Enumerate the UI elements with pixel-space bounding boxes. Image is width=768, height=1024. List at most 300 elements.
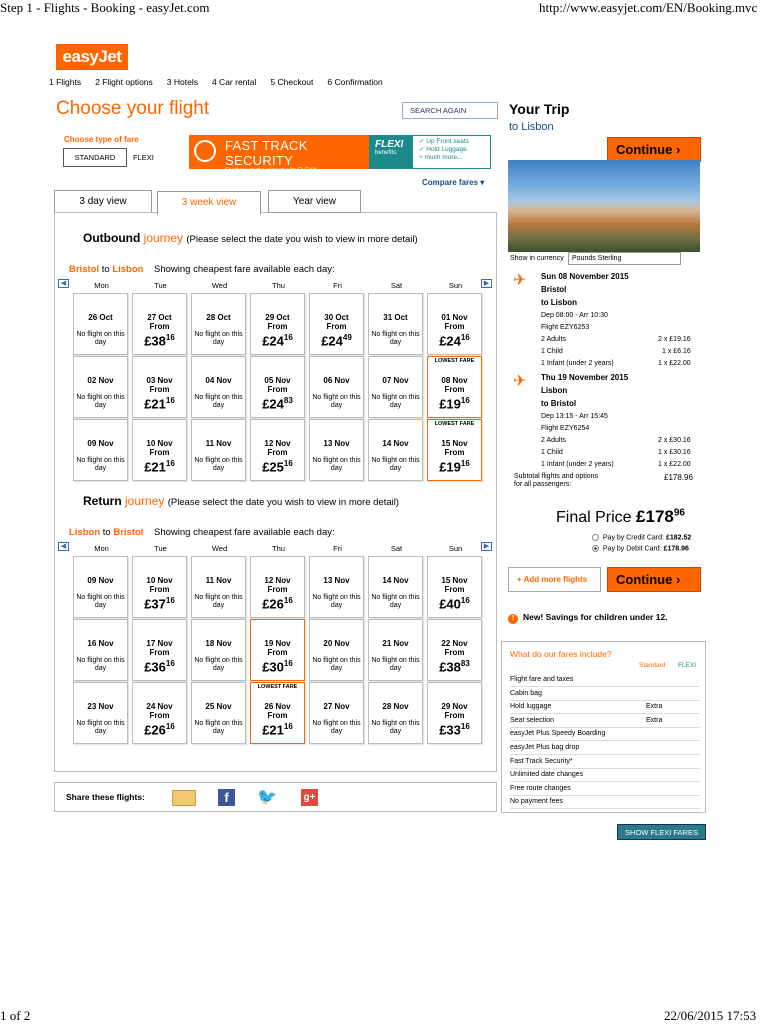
- fare-pence: 16: [283, 659, 293, 668]
- fare-pounds: £21: [144, 459, 166, 475]
- route-showing: Showing cheapest fare available each day:: [154, 264, 335, 275]
- outbound-heading: [83, 231, 418, 245]
- easyjet-logo[interactable]: easyJet: [56, 44, 128, 70]
- fare-cell[interactable]: [250, 619, 305, 681]
- pax-label: 1 Infant (under 2 years): [541, 360, 614, 367]
- fare-feature-name: Flight fare and taxes: [510, 676, 574, 683]
- route-showing: Showing cheapest fare available each day:: [154, 527, 335, 538]
- cell-date: 28 Nov: [382, 702, 409, 711]
- out-times: Dep 08:00 - Arr 10:30: [541, 312, 608, 319]
- day-header: Mon: [94, 281, 109, 290]
- cell-date: 26 Oct: [88, 313, 113, 322]
- fare-pounds: £26: [262, 596, 284, 612]
- fare-price: [251, 457, 304, 474]
- fare-price: [310, 331, 363, 348]
- day-headers: [72, 281, 485, 290]
- share-bar: [54, 782, 497, 812]
- day-header: Mon: [94, 544, 109, 553]
- show-flexi-fares-button[interactable]: SHOW FLEXI FARES: [617, 824, 706, 840]
- outbound-grid: [73, 293, 482, 481]
- fare-pence: 16: [283, 459, 293, 468]
- step-2[interactable]: 2 Flight options: [95, 77, 153, 87]
- ret-to: to Bristol: [541, 399, 577, 408]
- from-label: From: [326, 322, 347, 331]
- fare-price: [251, 394, 304, 411]
- cell-date: 03 Nov: [146, 376, 173, 385]
- no-flight-text: No flight on this day: [371, 594, 420, 609]
- tab-year-view[interactable]: Year view: [268, 190, 361, 213]
- no-flight-cell: [191, 293, 246, 355]
- step-5[interactable]: 5 Checkout: [270, 77, 314, 87]
- route-from: Lisbon: [69, 527, 101, 538]
- fare-pence: 83: [283, 396, 293, 405]
- no-flight-cell: [191, 356, 246, 418]
- day-header: Wed: [211, 544, 228, 553]
- fare-feature-name: Free route changes: [510, 784, 571, 792]
- cell-date: 29 Nov: [441, 702, 468, 711]
- fare-standard-button[interactable]: STANDARD: [63, 148, 127, 167]
- route-to: Lisbon: [112, 264, 144, 275]
- from-label: From: [149, 385, 170, 394]
- no-flight-cell: [309, 682, 364, 744]
- fare-price: [428, 720, 481, 737]
- pax-label: 1 Child: [541, 449, 563, 456]
- radio-selected-icon[interactable]: [592, 545, 599, 552]
- banner-benefits: benefits:: [375, 150, 398, 156]
- no-flight-cell: [309, 356, 364, 418]
- from-label: From: [267, 448, 288, 457]
- from-label: From: [444, 448, 465, 457]
- fare-pence: 16: [460, 459, 470, 468]
- from-label: From: [149, 711, 170, 720]
- step-4[interactable]: 4 Car rental: [211, 77, 257, 87]
- final-price-cents: 96: [673, 507, 685, 519]
- from-label: From: [149, 585, 170, 594]
- chevron-down-icon: ▾: [480, 178, 485, 187]
- fare-feature-name: Seat selection: [510, 716, 554, 724]
- cell-date: 09 Nov: [87, 576, 114, 585]
- no-flight-text: No flight on this day: [76, 457, 125, 472]
- fare-price: [133, 657, 186, 674]
- fare-cell[interactable]: [132, 619, 187, 681]
- fare-feature-row: [510, 700, 700, 714]
- from-label: From: [267, 322, 288, 331]
- fare-cell[interactable]: [250, 556, 305, 618]
- fare-pounds: £21: [144, 396, 166, 412]
- search-again-button[interactable]: SEARCH AGAIN: [402, 102, 498, 119]
- fare-pence: 16: [165, 722, 175, 731]
- no-flight-cell: [73, 356, 128, 418]
- fare-price: [428, 394, 481, 411]
- fare-pounds: £33: [439, 722, 461, 738]
- fare-feature-standard: Extra: [646, 703, 663, 711]
- cell-date: 17 Nov: [146, 639, 173, 648]
- outbound-note: (Please select the date you wish to view in more detail): [186, 234, 418, 245]
- plane-landing-icon: ✈: [513, 373, 527, 390]
- ret-from: Lisbon: [541, 386, 568, 395]
- fare-price: [251, 720, 304, 737]
- cell-date: 12 Nov: [264, 576, 291, 585]
- pay-credit-value: £182.52: [665, 534, 692, 542]
- no-flight-cell: [368, 419, 423, 481]
- from-label: From: [444, 585, 465, 594]
- tab-3-week-view[interactable]: 3 week view: [157, 191, 261, 215]
- day-header: Fri: [333, 281, 342, 290]
- fare-price: [251, 657, 304, 674]
- news-text: New! Savings for children under 12.: [523, 612, 668, 622]
- outbound-route: [69, 264, 335, 275]
- no-flight-text: No flight on this day: [312, 394, 361, 409]
- return-note: (Please select the date you wish to view in more detail): [167, 497, 399, 508]
- day-header: Thu: [272, 544, 285, 553]
- tab-3-day-view[interactable]: 3 day view: [54, 190, 152, 213]
- print-datetime: 22/06/2015 17:53: [664, 1008, 757, 1023]
- fare-cell[interactable]: [132, 682, 187, 744]
- outbound-summary: [541, 271, 701, 370]
- fare-pence: 16: [283, 596, 293, 605]
- fare-pounds: £19: [439, 459, 461, 475]
- day-headers: [72, 544, 485, 553]
- fare-cell[interactable]: [427, 682, 482, 744]
- pay-credit-option[interactable]: [592, 534, 691, 541]
- cell-date: 18 Nov: [205, 639, 232, 648]
- subtotal-value: £178.96: [664, 473, 693, 482]
- banner-flexi: FLEXI: [375, 139, 404, 150]
- no-flight-text: No flight on this day: [76, 720, 125, 735]
- cell-date: 22 Nov: [441, 639, 468, 648]
- no-flight-text: No flight on this day: [194, 657, 243, 672]
- fare-pence: 16: [460, 396, 470, 405]
- no-flight-text: No flight on this day: [371, 394, 420, 409]
- cell-date: 19 Nov: [264, 639, 291, 648]
- cell-date: 06 Nov: [323, 376, 350, 385]
- cell-date: 16 Nov: [87, 639, 114, 648]
- day-header: Sat: [390, 281, 403, 290]
- cell-date: 04 Nov: [205, 376, 232, 385]
- fare-pence: 49: [342, 333, 352, 342]
- pax-label: 1 Infant (under 2 years): [541, 461, 614, 468]
- share-label: Share these flights:: [66, 792, 145, 802]
- no-flight-cell: [191, 619, 246, 681]
- fare-price: [133, 394, 186, 411]
- fare-feature-name: Fast Track Security*: [510, 757, 573, 765]
- fare-price: [133, 594, 186, 611]
- twitter-icon[interactable]: 🐦: [257, 789, 277, 806]
- fare-pence: 16: [165, 459, 175, 468]
- fare-cell[interactable]: [132, 293, 187, 355]
- fare-feature-row: [510, 768, 700, 782]
- journey-word: journey: [125, 494, 165, 508]
- no-flight-cell: [309, 619, 364, 681]
- fast-track-banner[interactable]: [189, 135, 491, 174]
- cell-date: 15 Nov: [441, 576, 468, 585]
- no-flight-text: No flight on this day: [312, 594, 361, 609]
- pax-price: 2 x £19.16: [658, 336, 691, 343]
- fare-pounds: £21: [262, 722, 284, 738]
- fares-include-title: What do our fares include?: [510, 649, 612, 659]
- fare-feature-row: [510, 687, 700, 701]
- fare-cell[interactable]: [309, 293, 364, 355]
- pay-debit-value: £178.96: [663, 545, 689, 553]
- return-route: [69, 527, 335, 538]
- booking-steps: [49, 77, 397, 87]
- fare-type-label: Choose type of fare: [64, 135, 139, 144]
- final-price-label: Final Price: [556, 509, 632, 526]
- fare-pence: 16: [460, 722, 470, 731]
- fare-feature-name: Cabin bag: [510, 689, 542, 697]
- fare-pounds: £38: [144, 333, 166, 349]
- from-label: From: [444, 711, 465, 720]
- no-flight-text: No flight on this day: [194, 594, 243, 609]
- return-heading: [83, 494, 399, 508]
- fare-feature-row: [510, 673, 700, 687]
- day-header: Thu: [272, 281, 285, 290]
- no-flight-cell: [368, 293, 423, 355]
- no-flight-cell: [309, 419, 364, 481]
- fare-cell[interactable]: [132, 356, 187, 418]
- day-header: Sun: [448, 281, 463, 290]
- step-6[interactable]: 6 Confirmation: [327, 77, 383, 87]
- route-from: Bristol: [69, 264, 100, 275]
- fare-cell[interactable]: [250, 356, 305, 418]
- pax-price: 1 x £22.00: [658, 461, 691, 468]
- cell-date: 26 Nov: [264, 702, 291, 711]
- from-label: From: [267, 648, 288, 657]
- cell-date: 07 Nov: [382, 376, 409, 385]
- cell-date: 05 Nov: [264, 376, 291, 385]
- pay-debit-option[interactable]: [592, 545, 689, 552]
- day-header: Tue: [154, 281, 167, 290]
- fare-price: [251, 594, 304, 611]
- fare-pence: 16: [460, 333, 470, 342]
- fare-pounds: £19: [439, 396, 461, 412]
- fare-pence: 16: [165, 396, 175, 405]
- fare-feature-name: No payment fees: [510, 798, 563, 806]
- continue-button-2[interactable]: [607, 567, 701, 592]
- fare-cell[interactable]: [427, 556, 482, 618]
- fare-cell[interactable]: [427, 619, 482, 681]
- pay-debit-label: Pay by Debit Card:: [602, 545, 662, 553]
- lowest-fare-badge: LOWEST FARE: [434, 421, 475, 427]
- fare-pounds: £37: [144, 596, 166, 612]
- fare-feature-row: [510, 755, 700, 769]
- day-header: Tue: [154, 544, 167, 553]
- cell-date: 12 Nov: [264, 439, 291, 448]
- continue-label: Continue: [616, 572, 673, 587]
- fare-feature-name: Hold luggage: [510, 703, 552, 711]
- cell-date: 27 Nov: [323, 702, 350, 711]
- route-to-word: to: [102, 527, 111, 538]
- fare-flexi-button[interactable]: FLEXI: [133, 153, 154, 162]
- google-plus-icon[interactable]: g+: [301, 789, 318, 806]
- cell-date: 29 Oct: [265, 313, 290, 322]
- from-label: From: [267, 711, 288, 720]
- step-1[interactable]: 1 Flights: [49, 77, 82, 87]
- no-flight-cell: [191, 419, 246, 481]
- browser-url: http://www.easyjet.com/EN/Booking.mvc: [539, 0, 758, 15]
- fare-cell[interactable]: [427, 293, 482, 355]
- no-flight-cell: [73, 419, 128, 481]
- from-label: From: [149, 322, 170, 331]
- cell-date: 25 Nov: [205, 702, 232, 711]
- cell-date: 10 Nov: [146, 576, 173, 585]
- pax-price: 2 x £30.16: [658, 437, 691, 444]
- prev-week-icon[interactable]: ◀: [58, 279, 69, 288]
- day-header: Sat: [390, 544, 403, 553]
- fare-pence: 16: [283, 333, 293, 342]
- subtotal-label: [514, 473, 598, 489]
- fare-cell[interactable]: [250, 293, 305, 355]
- cell-date: 21 Nov: [382, 639, 409, 648]
- fare-feature-row: [510, 714, 700, 728]
- fare-pounds: £38: [439, 659, 461, 675]
- email-icon[interactable]: [172, 790, 196, 806]
- cell-date: 13 Nov: [323, 576, 350, 585]
- no-flight-cell: [73, 293, 128, 355]
- chevron-right-icon: ›: [675, 572, 681, 587]
- fare-cell[interactable]: [132, 419, 187, 481]
- no-flight-text: No flight on this day: [76, 594, 125, 609]
- continue-label: Continue: [616, 142, 673, 157]
- fare-cell[interactable]: [427, 419, 482, 481]
- return-grid: [73, 556, 482, 744]
- no-flight-text: No flight on this day: [312, 657, 361, 672]
- no-flight-text: No flight on this day: [194, 331, 243, 346]
- add-more-flights-button[interactable]: + Add more flights: [508, 567, 601, 592]
- page-title: Choose your flight: [56, 98, 210, 119]
- pax-label: 2 Adults: [541, 437, 566, 444]
- cell-date: 28 Oct: [206, 313, 231, 322]
- currency-select[interactable]: Pounds Sterling: [568, 252, 681, 265]
- from-label: From: [444, 322, 465, 331]
- compare-fares-label: Compare fares: [422, 178, 479, 187]
- fare-pounds: £24: [262, 396, 284, 412]
- fare-pounds: £24: [321, 333, 343, 349]
- fare-price: [251, 331, 304, 348]
- cell-date: 01 Nov: [441, 313, 468, 322]
- facebook-icon[interactable]: f: [218, 789, 235, 806]
- banner-benefit: ✓ Hold Luggage: [419, 146, 467, 153]
- continue-button[interactable]: [607, 137, 701, 162]
- compare-fares-link[interactable]: [422, 178, 484, 187]
- fare-cell[interactable]: [250, 419, 305, 481]
- step-3[interactable]: 3 Hotels: [166, 77, 198, 87]
- final-price-main: £178: [636, 507, 674, 526]
- final-price: [556, 507, 685, 527]
- from-label: From: [444, 385, 465, 394]
- fare-feature-standard: Extra: [646, 716, 663, 724]
- fare-cell[interactable]: [132, 556, 187, 618]
- cell-date: 24 Nov: [146, 702, 173, 711]
- day-header: Sun: [448, 544, 463, 553]
- no-flight-text: No flight on this day: [194, 457, 243, 472]
- cell-date: 15 Nov: [441, 439, 468, 448]
- ret-date: Thu 19 November 2015: [541, 373, 629, 382]
- cell-date: 11 Nov: [205, 439, 232, 448]
- no-flight-text: No flight on this day: [76, 331, 125, 346]
- subtotal-line: for all passengers:: [514, 481, 572, 488]
- fare-price: [428, 331, 481, 348]
- out-to: to Lisbon: [541, 298, 577, 307]
- info-icon: !: [508, 614, 518, 624]
- ret-times: Dep 13:15 - Arr 15:45: [541, 413, 608, 420]
- pax-price: 1 x £22.00: [658, 360, 691, 367]
- plane-takeoff-icon: ✈: [513, 272, 527, 289]
- pax-label: 1 Child: [541, 348, 563, 355]
- fare-price: [133, 720, 186, 737]
- return-word: Return: [83, 494, 122, 508]
- ret-flight: Flight EZY6254: [541, 425, 590, 432]
- lisbon-photo: [508, 160, 700, 252]
- cell-date: 14 Nov: [382, 439, 409, 448]
- col-flexi: FLEXI: [678, 662, 697, 669]
- banner-subtitle: Fly through the airport with FLEXI*: [225, 168, 317, 174]
- no-flight-cell: [191, 556, 246, 618]
- fare-pence: 16: [165, 596, 175, 605]
- no-flight-cell: [368, 619, 423, 681]
- no-flight-cell: [73, 682, 128, 744]
- cell-date: 31 Oct: [383, 313, 408, 322]
- no-flight-cell: [368, 356, 423, 418]
- fare-feature-name: easyJet Plus Speedy Boarding: [510, 730, 606, 738]
- out-flight: Flight EZY6253: [541, 324, 590, 331]
- fare-pounds: £26: [144, 722, 166, 738]
- next-week-icon[interactable]: ▶: [481, 279, 492, 288]
- fast-track-icon: [194, 140, 216, 162]
- prev-week-icon[interactable]: ◀: [58, 542, 69, 551]
- from-label: From: [267, 385, 288, 394]
- news-banner[interactable]: [508, 612, 668, 624]
- pax-label: 2 Adults: [541, 336, 566, 343]
- from-label: From: [149, 648, 170, 657]
- fare-feature-row: [510, 795, 700, 809]
- fare-feature-name: easyJet Plus bag drop: [510, 744, 580, 751]
- fare-feature-name: Unlimited date changes: [510, 771, 584, 779]
- fare-cell[interactable]: [427, 356, 482, 418]
- fare-cell[interactable]: [250, 682, 305, 744]
- fare-pence: 16: [165, 333, 175, 342]
- no-flight-text: No flight on this day: [312, 720, 361, 735]
- next-week-icon[interactable]: ▶: [481, 542, 492, 551]
- radio-icon[interactable]: [592, 534, 599, 541]
- no-flight-text: No flight on this day: [312, 457, 361, 472]
- out-from: Bristol: [541, 285, 567, 294]
- no-flight-text: No flight on this day: [371, 657, 420, 672]
- banner-benefit: + much more...: [419, 154, 463, 161]
- day-header: Fri: [333, 544, 342, 553]
- fare-price: [428, 457, 481, 474]
- fare-pence: 83: [460, 659, 470, 668]
- no-flight-cell: [309, 556, 364, 618]
- fare-pounds: £30: [262, 659, 284, 675]
- chevron-right-icon: ›: [675, 142, 681, 157]
- fare-pounds: £24: [439, 333, 461, 349]
- cell-date: 08 Nov: [441, 376, 468, 385]
- no-flight-text: No flight on this day: [194, 394, 243, 409]
- fare-price: [133, 457, 186, 474]
- fare-price: [133, 331, 186, 348]
- cell-date: 23 Nov: [87, 702, 114, 711]
- no-flight-text: No flight on this day: [76, 657, 125, 672]
- fares-include-box: [501, 641, 706, 813]
- pay-credit-label: Pay by Credit Card:: [602, 534, 664, 542]
- fare-pence: 16: [165, 659, 175, 668]
- cell-date: 09 Nov: [87, 439, 114, 448]
- no-flight-text: No flight on this day: [371, 720, 420, 735]
- no-flight-text: No flight on this day: [76, 394, 125, 409]
- your-trip-title: Your Trip: [509, 101, 570, 117]
- outbound-word: Outbound: [83, 231, 141, 245]
